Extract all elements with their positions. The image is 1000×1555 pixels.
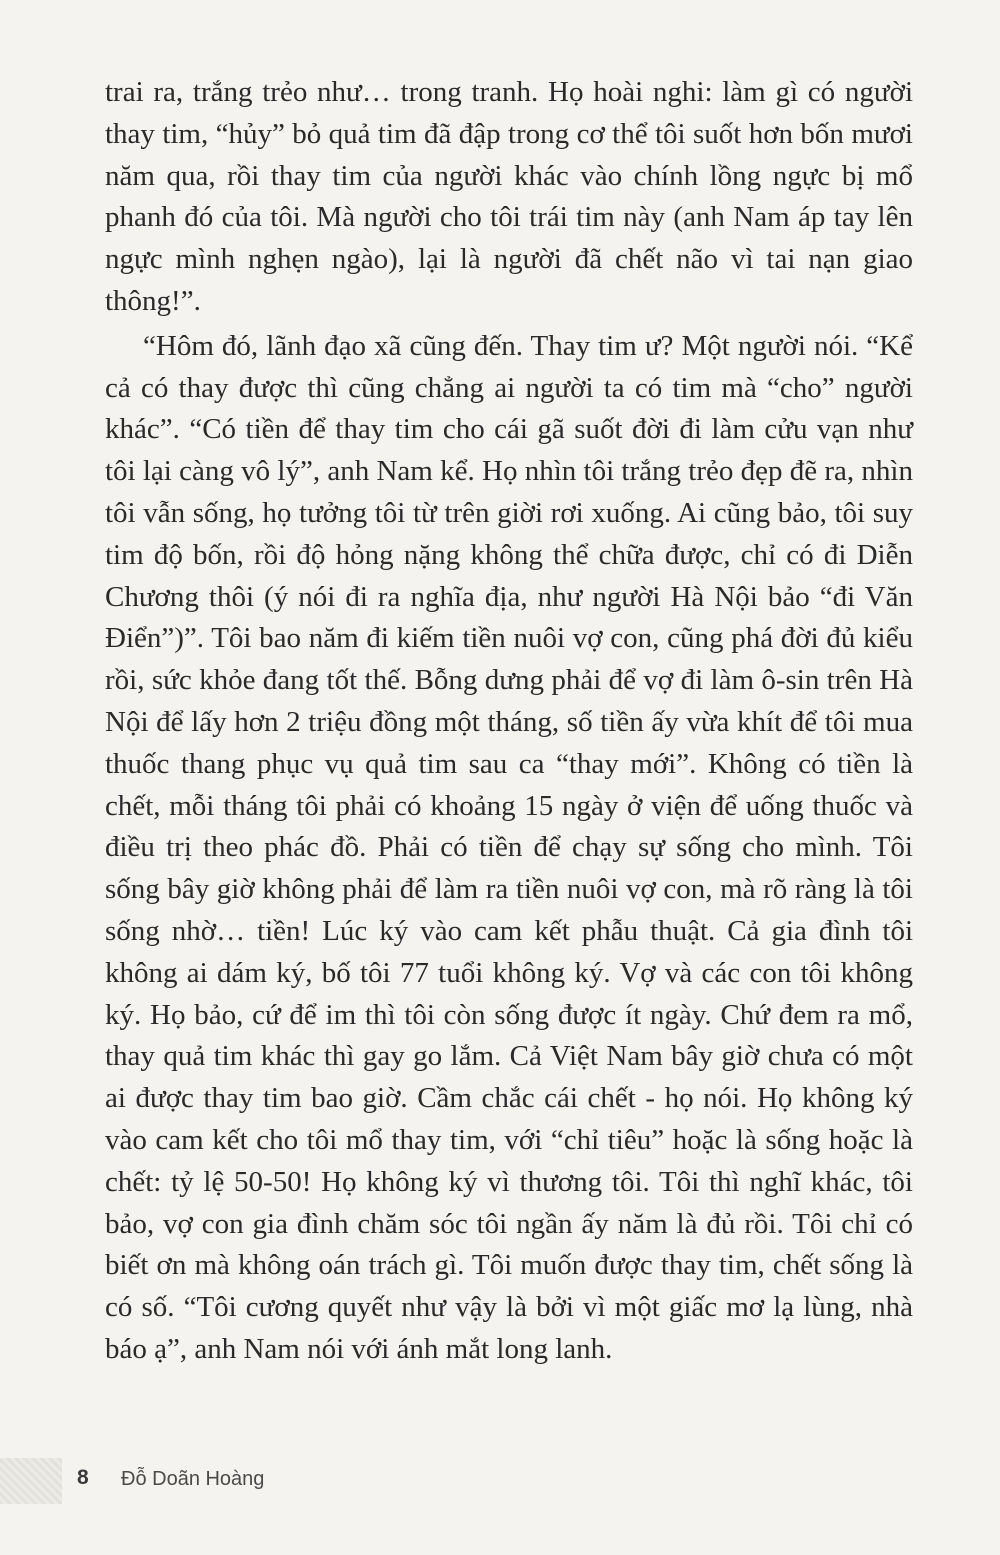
paragraph-2: “Hôm đó, lãnh đạo xã cũng đến. Thay tim ư? Một người nói. “Kể cả có thay được thì cũng chẳng ai người ta có tim mà “cho” người khác”. “Có tiền để thay tim cho cái gã suốt đời đi làm cửu vạn như tôi lại càng vô lý”, anh Nam kể. Họ nhìn tôi trắng trẻo đẹp đẽ ra, nhìn tôi vẫn sống, họ tưởng tôi từ trên giời rơi xuống. Ai cũng bảo, tôi suy tim độ bốn, rồi độ hỏng nặng không thể chữa được, chỉ có đi Diễn Chương thôi (ý nói đi ra nghĩa địa, như người Hà Nội bảo “đi Văn Điển”)”. Tôi bao năm đi kiếm tiền nuôi vợ con, cũng phá đời đủ kiểu rồi, sức khỏe đang tốt thế. Bỗng dưng phải để vợ đi làm ô-sin trên Hà Nội để lấy hơn 2 triệu đồng một tháng, số tiền ấy vừa khít để tôi mua thuốc thang phục vụ quả tim sau ca “thay mới”. Không có tiền là chết, mỗi tháng tôi phải có khoảng 15 ngày ở viện để uống thuốc và điều trị theo phác đồ. Phải có tiền để chạy sự sống cho mình. Tôi sống bây giờ không phải để làm ra tiền nuôi vợ con, mà rõ ràng là tôi sống nhờ… tiền! Lúc ký vào cam kết phẫu thuật. Cả gia đình tôi không ai dám ký, bố tôi 77 tuổi không ký. Vợ và các con tôi không ký. Họ bảo, cứ để im thì tôi còn sống được ít ngày. Chứ đem ra mổ, thay quả tim khác thì gay go lắm. Cả Việt Nam bây giờ chưa có một ai được thay tim bao giờ. Cầm chắc cái chết - họ nói. Họ không ký vào cam kết cho tôi mổ thay tim, với “chỉ tiêu” hoặc là sống hoặc là chết: tỷ lệ 50-50! Họ không ký vì thương tôi. Tôi thì nghĩ khác, tôi bảo, vợ con gia đình chăm sóc tôi ngần ấy năm là đủ rồi. Tôi chỉ có biết ơn mà không oán trách gì. Tôi muốn được thay tim, chết sống là có số. “Tôi cương quyết như vậy là bởi vì một giấc mơ lạ lùng, nhà báo ạ”, anh Nam nói với ánh mắt long lanh. [105, 329, 913, 1365]
page-number: 8 [77, 1466, 89, 1489]
footer-decoration [0, 1458, 62, 1504]
body-text [105, 72, 913, 1371]
paragraph-1: trai ra, trắng trẻo như… trong tranh. Họ hoài nghi: làm gì có người thay tim, “hủy” bỏ quả tim đã đập trong cơ thể tôi suốt hơn bốn mươi năm qua, rồi thay tim của người khác vào chính lồng ngực bị mổ phanh đó của tôi. Mà người cho tôi trái tim này (anh Nam áp tay lên ngực mình nghẹn ngào), lại là người đã chết não vì tai nạn giao thông!”. [105, 76, 913, 317]
author-name: Đỗ Doãn Hoàng [121, 1468, 265, 1490]
